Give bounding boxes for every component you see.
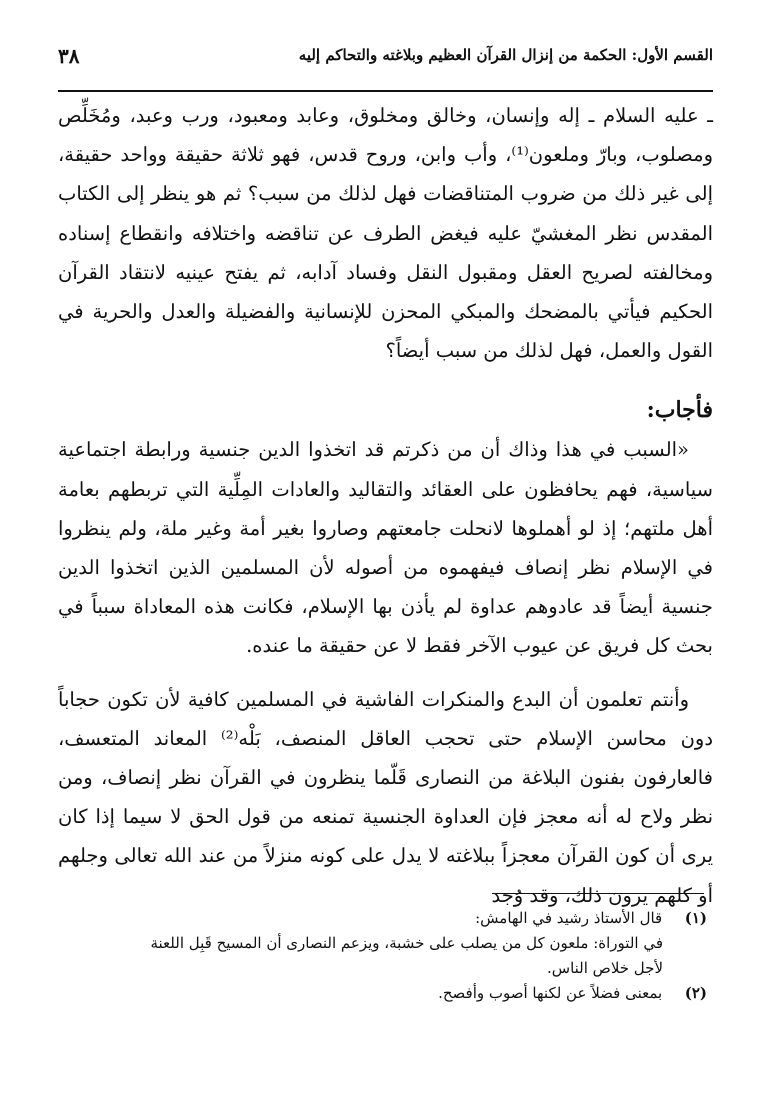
footnotes	[58, 906, 707, 1006]
paragraph-1: ـ عليه السلام ـ إله وإنسان، وخالق ومخلوق، وعابد ومعبود، ورب وعبد، ومُخَلِّص ومصلوب، وبارّ وملعون⁽¹⁾، وأب وابن، وروح قدس، فهو ثلاثة حقيقة وواحد حقيقة، إلى غير ذلك من ضروب المتناقضات فهل لذلك من سبب؟ ثم هو ينظر إلى الكتاب المقدس نظر المغشيّ عليه فيغض الطرف عن تناقضه واختلافه وانقطاع إسناده ومخالفته لصريح العقل ومقبول النقل وفساد آدابه، ثم يفتح عينيه لانتقاد القرآن الحكيم فيأتي بالمضحك والمبكي المحزن للإنسانية والفضيلة والعدل والحرية في القول والعمل، فهل لذلك من سبب أيضاً؟	[58, 104, 713, 363]
footnote-1	[58, 906, 707, 931]
paragraph-3: وأنتم تعلمون أن البدع والمنكرات الفاشية في المسلمين كافية لأن تكون حجاباً دون محاسن الإسلام حتى تحجب العاقل المنصف، بَلْه⁽²⁾ المعاند المتعسف، فالعارفون بفنون البلاغة من النصارى قَلّما ينظرون في القرآن نظر إنصاف، ومن نظر ولاح له أنه معجز فإن العداوة الجنسية تمنعه من قول الحق لا سيما إذا كان يرى أن كون القرآن معجزاً ببلاغته لا يدل على كونه منزلاً من عند الله تعالى وجلهم أو كلهم يرون ذلك، وقد وُجد	[58, 687, 713, 907]
running-title: القسم الأول: الحكمة من إنزال القرآن العظيم وبلاغته والتحاكم إليه	[298, 46, 713, 64]
page-header	[58, 36, 713, 92]
footnote-separator	[492, 893, 704, 894]
section-heading: فأجاب:	[646, 397, 713, 424]
page-number: ٣٨	[58, 44, 80, 68]
footnote-1-text-continued: لأجل خلاص الناس.	[547, 959, 663, 977]
footnote-2-text: بمعنى فضلاً عن لكنها أصوب وأفصح.	[438, 984, 663, 1002]
main-text	[58, 94, 713, 915]
paragraph-gap	[58, 370, 713, 384]
paragraph-gap	[58, 666, 713, 680]
footnote-1-text: في التوراة: ملعون كل من يصلب على خشبة، ويزعم النصارى أن المسيح قَبِل اللعنة	[150, 934, 663, 952]
paragraph-2: «السبب في هذا وذاك أن من ذكرتم قد اتخذوا الدين جنسية ورابطة اجتماعية سياسية، فهم يحافظون على العقائد والتقاليد والعادات المِلِّية التي تربطهم بعامة أهل ملتهم؛ إذ لو أهملوها لانحلت جامعتهم وصاروا بغير أمة وغير ملة، ولم ينظروا في الإسلام نظر إنصاف فيفهموه من أصوله لأن المسلمين الذين اتخذوا الدين جنسية أيضاً قد عادوهم عداوة لم يأذن بها الإسلام، فكانت هذه المعاداة سبباً في بحث كل فريق عن عيوب الآخر فقط لا عن حقيقة ما عنده.	[58, 438, 713, 658]
footnote-2	[58, 981, 707, 1006]
footnote-2-number: (٢)	[684, 984, 707, 1002]
footnote-1-number: (١)	[684, 909, 707, 927]
footnote-1-intro: قال الأستاذ رشيد في الهامش:	[475, 909, 663, 927]
